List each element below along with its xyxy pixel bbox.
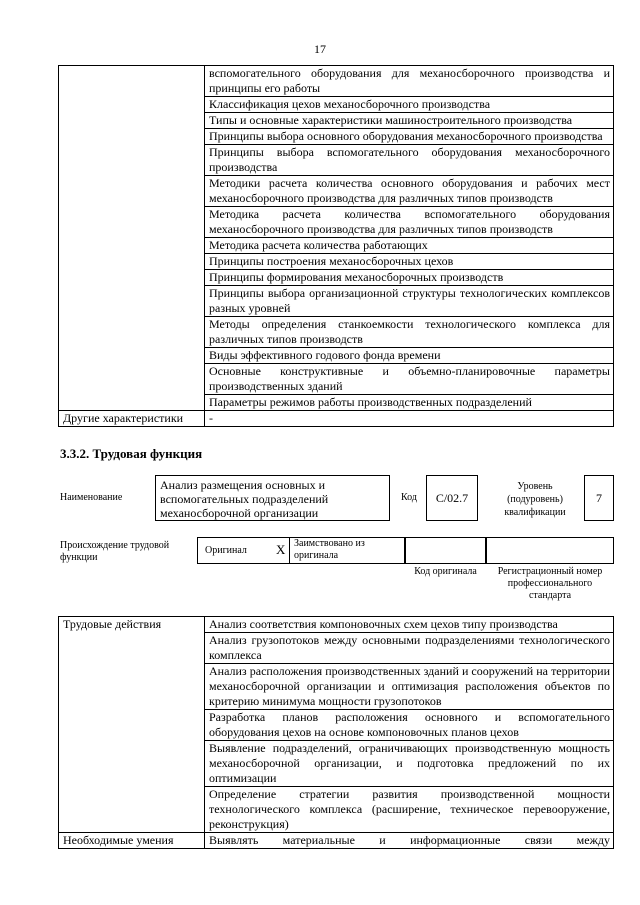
original-label: Оригинал (205, 545, 247, 556)
knowledge-item: Методика расчета количества вспомогательного оборудования механосборочного производства для различных типов производств (205, 207, 614, 238)
action-item: Определение стратегии развития производственной мощности технологического комплекса (расширение, техническое перевооружение, реконструкция) (205, 787, 614, 833)
table-row (59, 411, 614, 427)
table-row (59, 617, 614, 633)
code-value: C/02.7 (426, 475, 478, 521)
origin-divider (289, 537, 290, 564)
knowledge-item: Методики расчета количества основного оборудования и рабочих мест механосборочного производства для различных типов производств (205, 176, 614, 207)
skills-label: Необходимые умения (59, 833, 205, 849)
knowledge-item: Классификация цехов механосборочного производства (205, 97, 614, 113)
action-item: Анализ расположения производственных зданий и сооружений на территории механосборочной организации и оптимизация расположения объектов по критерию минимума мощности грузопотоков (205, 664, 614, 710)
knowledge-item: Принципы выбора вспомогательного оборудования механосборочного производства (205, 145, 614, 176)
actions-table (58, 616, 614, 849)
table-row (59, 66, 614, 97)
table-row (59, 833, 614, 849)
knowledge-item: Виды эффективного годового фонда времени (205, 348, 614, 364)
knowledge-item: Принципы формирования механосборочных производств (205, 270, 614, 286)
level-value: 7 (584, 475, 614, 521)
action-item: Выявление подразделений, ограничивающих производственную мощность механосборочной организации, и подготовка предложений по их оптимизации (205, 741, 614, 787)
other-characteristics-label: Другие характеристики (59, 411, 205, 427)
knowledge-item: Принципы построения механосборочных цехов (205, 254, 614, 270)
borrowed-label: Заимствовано из оригинала (294, 538, 365, 561)
original-mark: X (276, 542, 286, 557)
origin-label: Происхождение трудовой функции (60, 540, 170, 563)
reg-number-caption: Регистрационный номер профессионального стандарта (497, 566, 603, 601)
other-characteristics-value: - (205, 411, 614, 427)
code-original-caption: Код оригинала (414, 566, 477, 577)
action-item: Анализ грузопотоков между основными подразделениями технологического комплекса (205, 633, 614, 664)
knowledge-item: Типы и основные характеристики машиностроительного производства (205, 113, 614, 129)
page-number: 17 (314, 42, 326, 56)
knowledge-item: вспомогательного оборудования для механосборочного производства и принципы его работы (205, 66, 614, 97)
code-label: Код (401, 492, 417, 503)
knowledge-item: Методы определения станкоемкости технологического комплекса для различных типов производств (205, 317, 614, 348)
name-value: Анализ размещения основных и вспомогательных подразделений механосборочной организации (155, 475, 390, 521)
name-label: Наименование (60, 492, 123, 503)
knowledge-label-cell (59, 66, 205, 411)
reg-number-box (486, 537, 614, 564)
action-item: Анализ соответствия компоновочных схем цехов типу производства (205, 617, 614, 633)
action-item: Разработка планов расположения основного и вспомогательного оборудования цехов на основе компоновочных планов цехов (205, 710, 614, 741)
level-label: Уровень (подуровень) квалификации (504, 481, 566, 518)
knowledge-item: Методика расчета количества работающих (205, 238, 614, 254)
knowledge-table (58, 65, 614, 427)
knowledge-item: Основные конструктивные и объемно-планировочные параметры производственных зданий (205, 364, 614, 395)
actions-label: Трудовые действия (59, 617, 205, 833)
skill-item: Выявлять материальные и информационные связи между (205, 833, 614, 849)
knowledge-item: Параметры режимов работы производственных подразделений (205, 395, 614, 411)
knowledge-item: Принципы выбора основного оборудования механосборочного производства (205, 129, 614, 145)
section-title: 3.3.2. Трудовая функция (60, 446, 203, 461)
code-original-box (405, 537, 486, 564)
knowledge-item: Принципы выбора организационной структуры технологических комплексов разных уровней (205, 286, 614, 317)
